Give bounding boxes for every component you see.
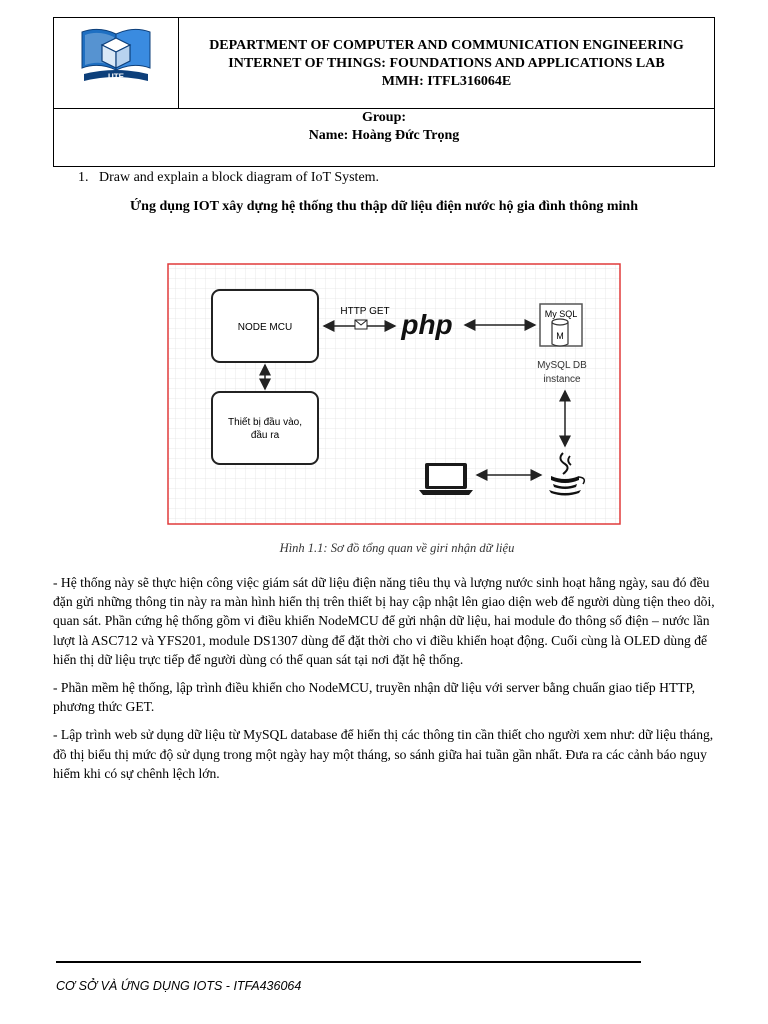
footer-text: CƠ SỞ VÀ ỨNG DỤNG IOTS - ITFA436064 (56, 979, 302, 993)
footer-divider (56, 961, 641, 963)
logo-cell (54, 18, 179, 108)
header-title (179, 18, 714, 108)
laptop-icon (419, 463, 473, 495)
io-device-label-line-1: Thiết bị đầu vào, (228, 417, 302, 428)
http-get-label: HTTP GET (340, 306, 390, 317)
header-title-line-1: DEPARTMENT OF COMPUTER AND COMMUNICATION ENGINEERING (209, 38, 684, 53)
header-title-line-2: INTERNET OF THINGS: FOUNDATIONS AND APPLICATIONS LAB (228, 56, 665, 71)
question-number: 1. (78, 170, 89, 185)
group-cell (54, 109, 714, 145)
php-logo: php (401, 309, 453, 340)
group-label: Group: (361, 110, 407, 125)
node-mcu-label: NODE MCU (237, 322, 293, 333)
io-device-label-line-2: đầu ra (250, 430, 280, 441)
section-subtitle: Ứng dụng IOT xây dựng hệ thống thu thập dữ liệu điện nước hộ gia đình thông minh (130, 199, 638, 214)
figure-caption: Hình 1.1: Sơ đồ tổng quan về giri nhận dữ liệu (279, 541, 515, 555)
paragraph-1: - Hệ thống này sẽ thực hiện công việc giám sát dữ liệu điện năng tiêu thụ và lượng nước sinh hoạt hằng ngày, sau đó đều đặn gửi những thông tin này ra màn hình hiển thị trên thiết bị hay cập nhật lên giao diện web để người dùng tiện theo dõi, quan sát. Phần cứng hệ thống gồm vi điều khiển NodeMCU để gửi nhận dữ liệu, hai module đo thông số điện – nước lần lượt là ASC712 và YFS201, module DS1307 dùng để đặt thời cho vi điều khiển hoạt động. Cuối cùng là OLED dùng để hiển thị dữ liệu trực tiếp để người dùng có thể quan sát tại nơi đặt hệ thống. (53, 575, 715, 667)
io-device-box (212, 392, 318, 464)
question-1 (78, 170, 379, 186)
header-title-line-3: MMH: ITFL316064E (381, 74, 512, 89)
mysql-box-label: My SQL (544, 309, 578, 319)
student-name: Name: Hoàng Đức Trọng (308, 128, 460, 143)
paragraph-3: - Lập trình web sử dụng dữ liệu từ MySQL database để hiển thị các thông tin cần thiết cho người xem như: dữ liệu tháng, đồ thị biểu thị mức độ sử dụng trong một ngày hay một tháng, so sánh giữa hai tuần gần nhất. Đưa ra các cảnh báo nguy hiểm khi có sự chênh lệch lớn. (53, 727, 714, 781)
paragraph-2: - Phần mềm hệ thống, lập trình điều khiển cho NodeMCU, truyền nhận dữ liệu với server bằng chuẩn giao tiếp HTTP, phương thức GET. (53, 680, 695, 715)
header-table (53, 17, 715, 167)
mysql-box-letter: M (556, 331, 564, 341)
body-text (53, 573, 715, 792)
question-text: Draw and explain a block diagram of IoT System. (99, 170, 380, 185)
logo-text: UTE (108, 72, 124, 82)
iot-block-diagram (165, 258, 633, 560)
ute-logo (54, 18, 178, 108)
mysql-caption-line-2: instance (543, 374, 581, 385)
mysql-caption-line-1: MySQL DB (537, 360, 587, 371)
envelope-icon (355, 320, 367, 329)
